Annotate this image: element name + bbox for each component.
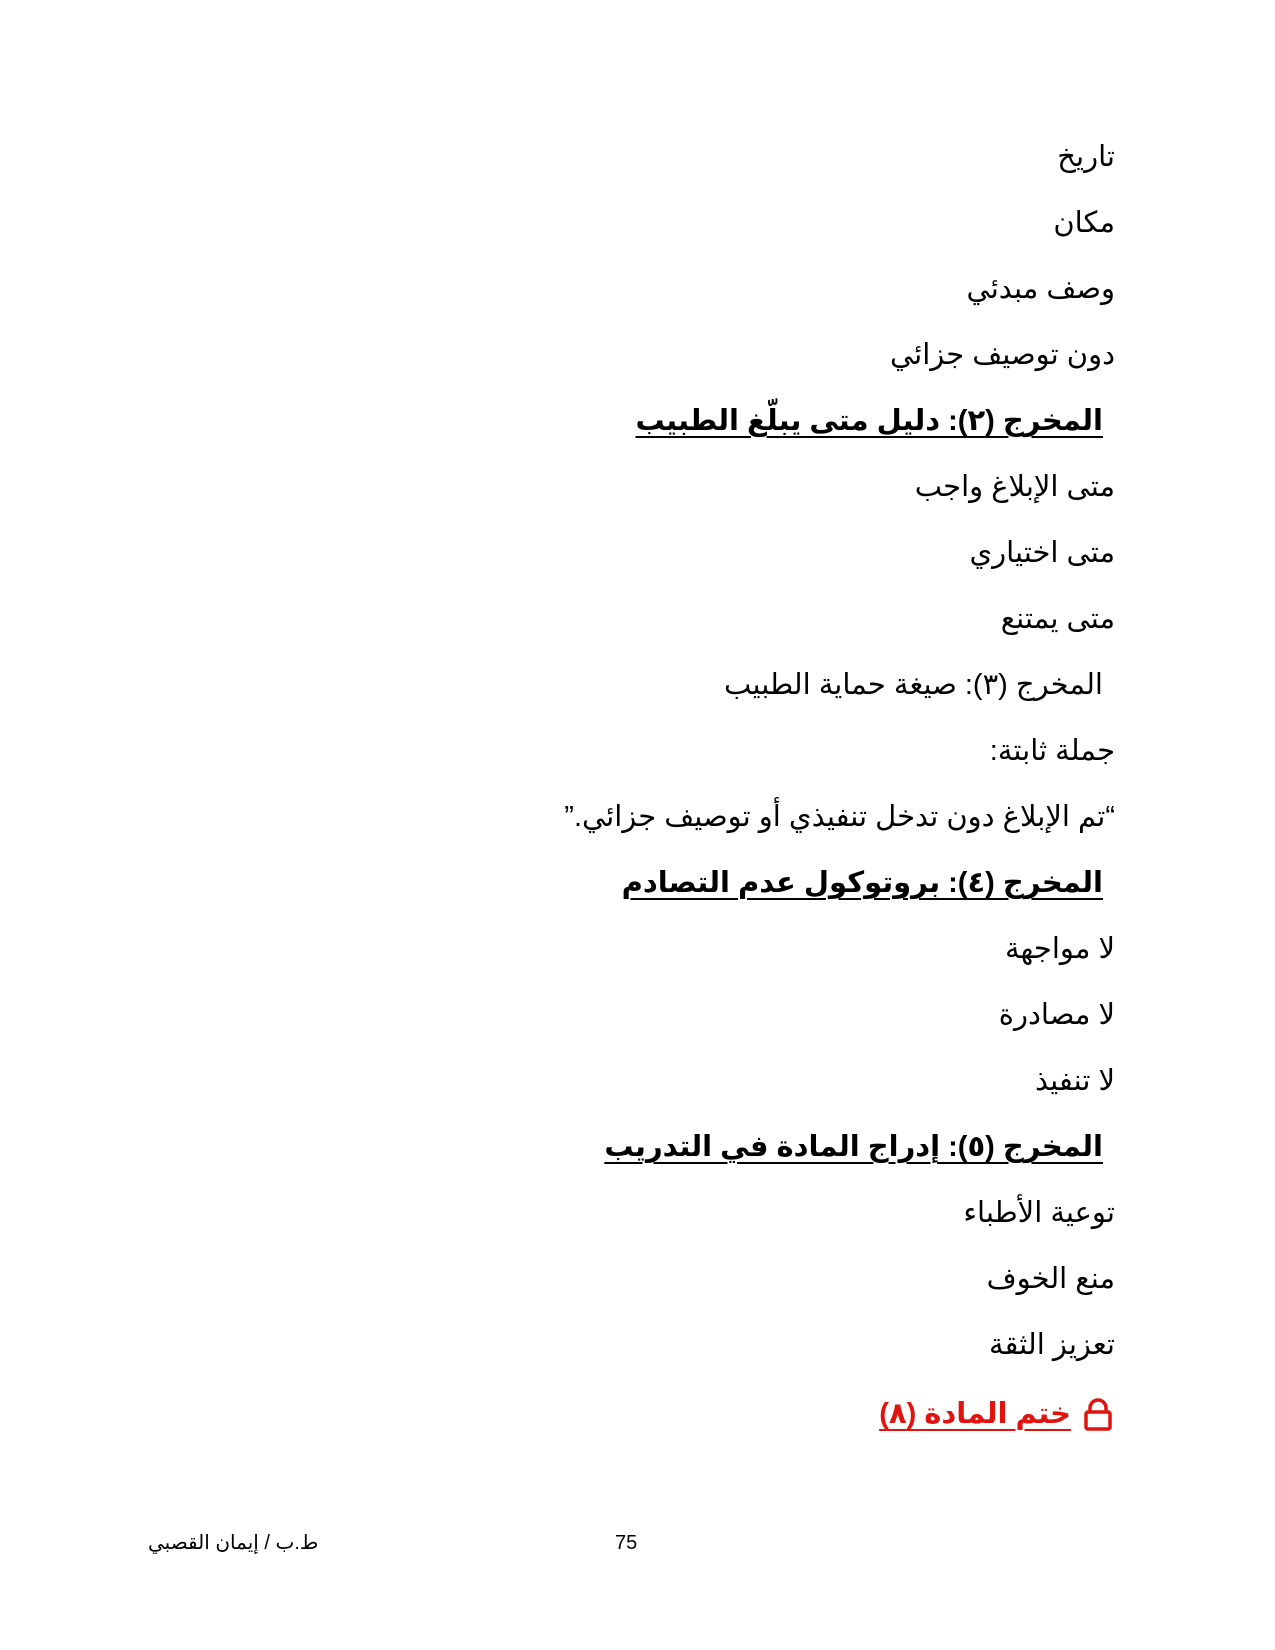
output2-item-optional: متى اختياري bbox=[969, 537, 1115, 569]
item-date: تاريخ bbox=[1057, 141, 1115, 173]
output5-item-build-trust: تعزيز الثقة bbox=[988, 1329, 1115, 1361]
item-place: مكان bbox=[1053, 207, 1115, 239]
output2-item-refrain: متى يمتنع bbox=[1000, 603, 1115, 635]
output3-fixed-label: جملة ثابتة: bbox=[989, 735, 1115, 767]
footer-author: ط.ب / إيمان القصبي bbox=[148, 1532, 319, 1554]
page-number: 75 bbox=[615, 1532, 638, 1554]
output2-heading: المخرج (٢): دليل متى يبلّغ الطبيب bbox=[635, 405, 1103, 437]
article-seal bbox=[495, 1394, 1115, 1434]
seal-label: ختم المادة (٨) bbox=[879, 1398, 1071, 1430]
item-no-criminal-description: دون توصيف جزائي bbox=[889, 339, 1115, 371]
output5-item-prevent-fear: منع الخوف bbox=[986, 1263, 1115, 1295]
output3-heading: المخرج (٣): صيغة حماية الطبيب bbox=[723, 669, 1103, 701]
output5-item-awareness: توعية الأطباء bbox=[963, 1197, 1115, 1229]
output4-heading: المخرج (٤): بروتوكول عدم التصادم bbox=[621, 867, 1103, 899]
output4-item-no-confrontation: لا مواجهة bbox=[1004, 933, 1115, 965]
output5-heading: المخرج (٥): إدراج المادة في التدريب bbox=[604, 1131, 1103, 1163]
page-footer bbox=[0, 1528, 1275, 1558]
output2-item-mandatory: متى الإبلاغ واجب bbox=[914, 471, 1115, 503]
item-initial-description: وصف مبدئي bbox=[966, 273, 1115, 305]
output3-quote: “تم الإبلاغ دون تدخل تنفيذي أو توصيف جزائي.” bbox=[564, 801, 1115, 833]
output4-item-no-enforcement: لا تنفيذ bbox=[1034, 1065, 1115, 1097]
lock-icon bbox=[1081, 1397, 1115, 1431]
document-body bbox=[495, 140, 1115, 1434]
output4-item-no-confiscation: لا مصادرة bbox=[998, 999, 1115, 1031]
